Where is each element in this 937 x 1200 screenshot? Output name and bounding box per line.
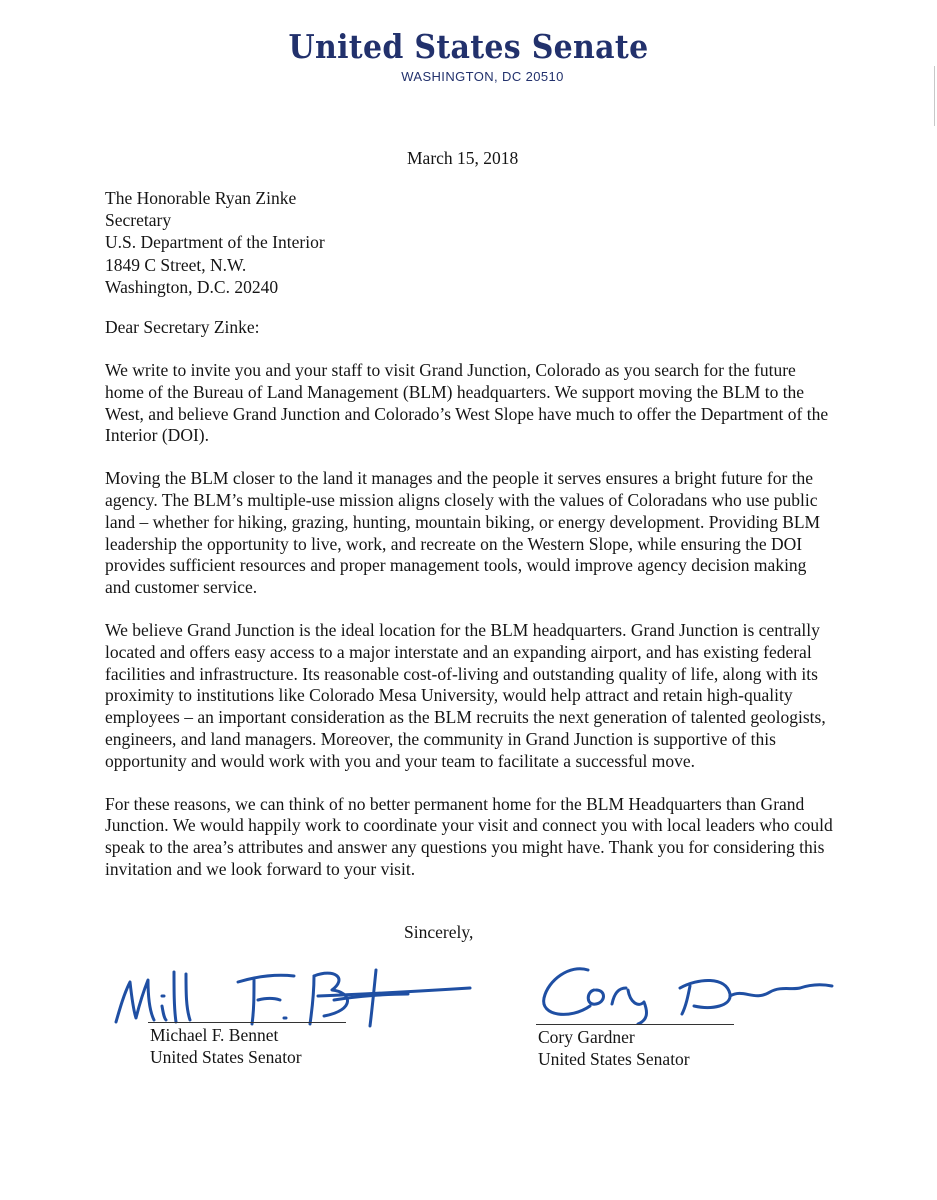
recipient-line: Secretary — [105, 210, 172, 231]
signer-name: Cory Gardner — [538, 1027, 635, 1047]
bennet-signature-line — [148, 1022, 346, 1023]
signer-block-gardner — [538, 1026, 690, 1070]
letterhead-address: WASHINGTON, DC 20510 — [401, 69, 564, 84]
body-paragraph: We write to invite you and your staff to visit Grand Junction, Colorado as you search for the future home of the Bureau of Land Management (BLM) headquarters. We support moving the BLM to the West, and believe Grand Junction and Colorado’s West Slope have much to offer the Department of the Interior (DOI). — [105, 360, 829, 446]
signer-block-bennet — [150, 1024, 302, 1068]
body-paragraph: For these reasons, we can think of no better permanent home for the BLM Headquarters than Grand Junction. We would happily work to coordinate your visit and connect you with local leaders who could speak to the area’s attributes and answer any questions you might have. Thank you for considering this invitation and we look forward to your visit. — [105, 793, 833, 879]
letterhead-title: United States Senate — [288, 28, 649, 67]
gardner-signature — [530, 950, 840, 1025]
letterhead — [0, 30, 937, 84]
letter-body — [105, 360, 833, 881]
recipient-line: U.S. Department of the Interior — [105, 232, 325, 253]
recipient-line: The Honorable Ryan Zinke — [105, 188, 297, 208]
recipient-address — [105, 187, 325, 298]
salutation: Dear Secretary Zinke: — [105, 317, 260, 337]
body-paragraph: We believe Grand Junction is the ideal location for the BLM headquarters. Grand Junction is centrally located and offers easy access to a major interstate and an expanding airport, and has existing federal facilities and infrastructure. Its reasonable cost-of-living and outstanding quality of life, along with its proximity to institutions like Colorado Mesa University, would help attract and retain high-quality employees – an important consideration as the BLM recruits the next generation of talented geologists, engineers, and land managers. Moreover, the community in Grand Junction is supportive of this opportunity and would work with you and your team to facilitate a successful move. — [105, 619, 826, 771]
gardner-signature-line — [536, 1024, 734, 1025]
recipient-line: Washington, D.C. 20240 — [105, 276, 279, 297]
letter-date: March 15, 2018 — [407, 148, 519, 168]
signer-name: Michael F. Bennet — [150, 1025, 279, 1045]
body-paragraph: Moving the BLM closer to the land it manages and the people it serves ensures a bright future for the agency. The BLM’s multiple-use mission aligns closely with the values of Coloradans who use public land – whether for hiking, grazing, hunting, mountain biking, or energy development. Providing BLM leadership the opportunity to live, work, and recreate on the Western Slope, while ensuring the DOI provides sufficient resources and proper management tools, would improve agency decision making and customer service. — [105, 468, 821, 598]
recipient-line: 1849 C Street, N.W. — [105, 254, 247, 275]
signer-title: United States Senator — [538, 1049, 690, 1069]
signer-title: United States Senator — [150, 1047, 302, 1067]
closing: Sincerely, — [404, 922, 474, 942]
